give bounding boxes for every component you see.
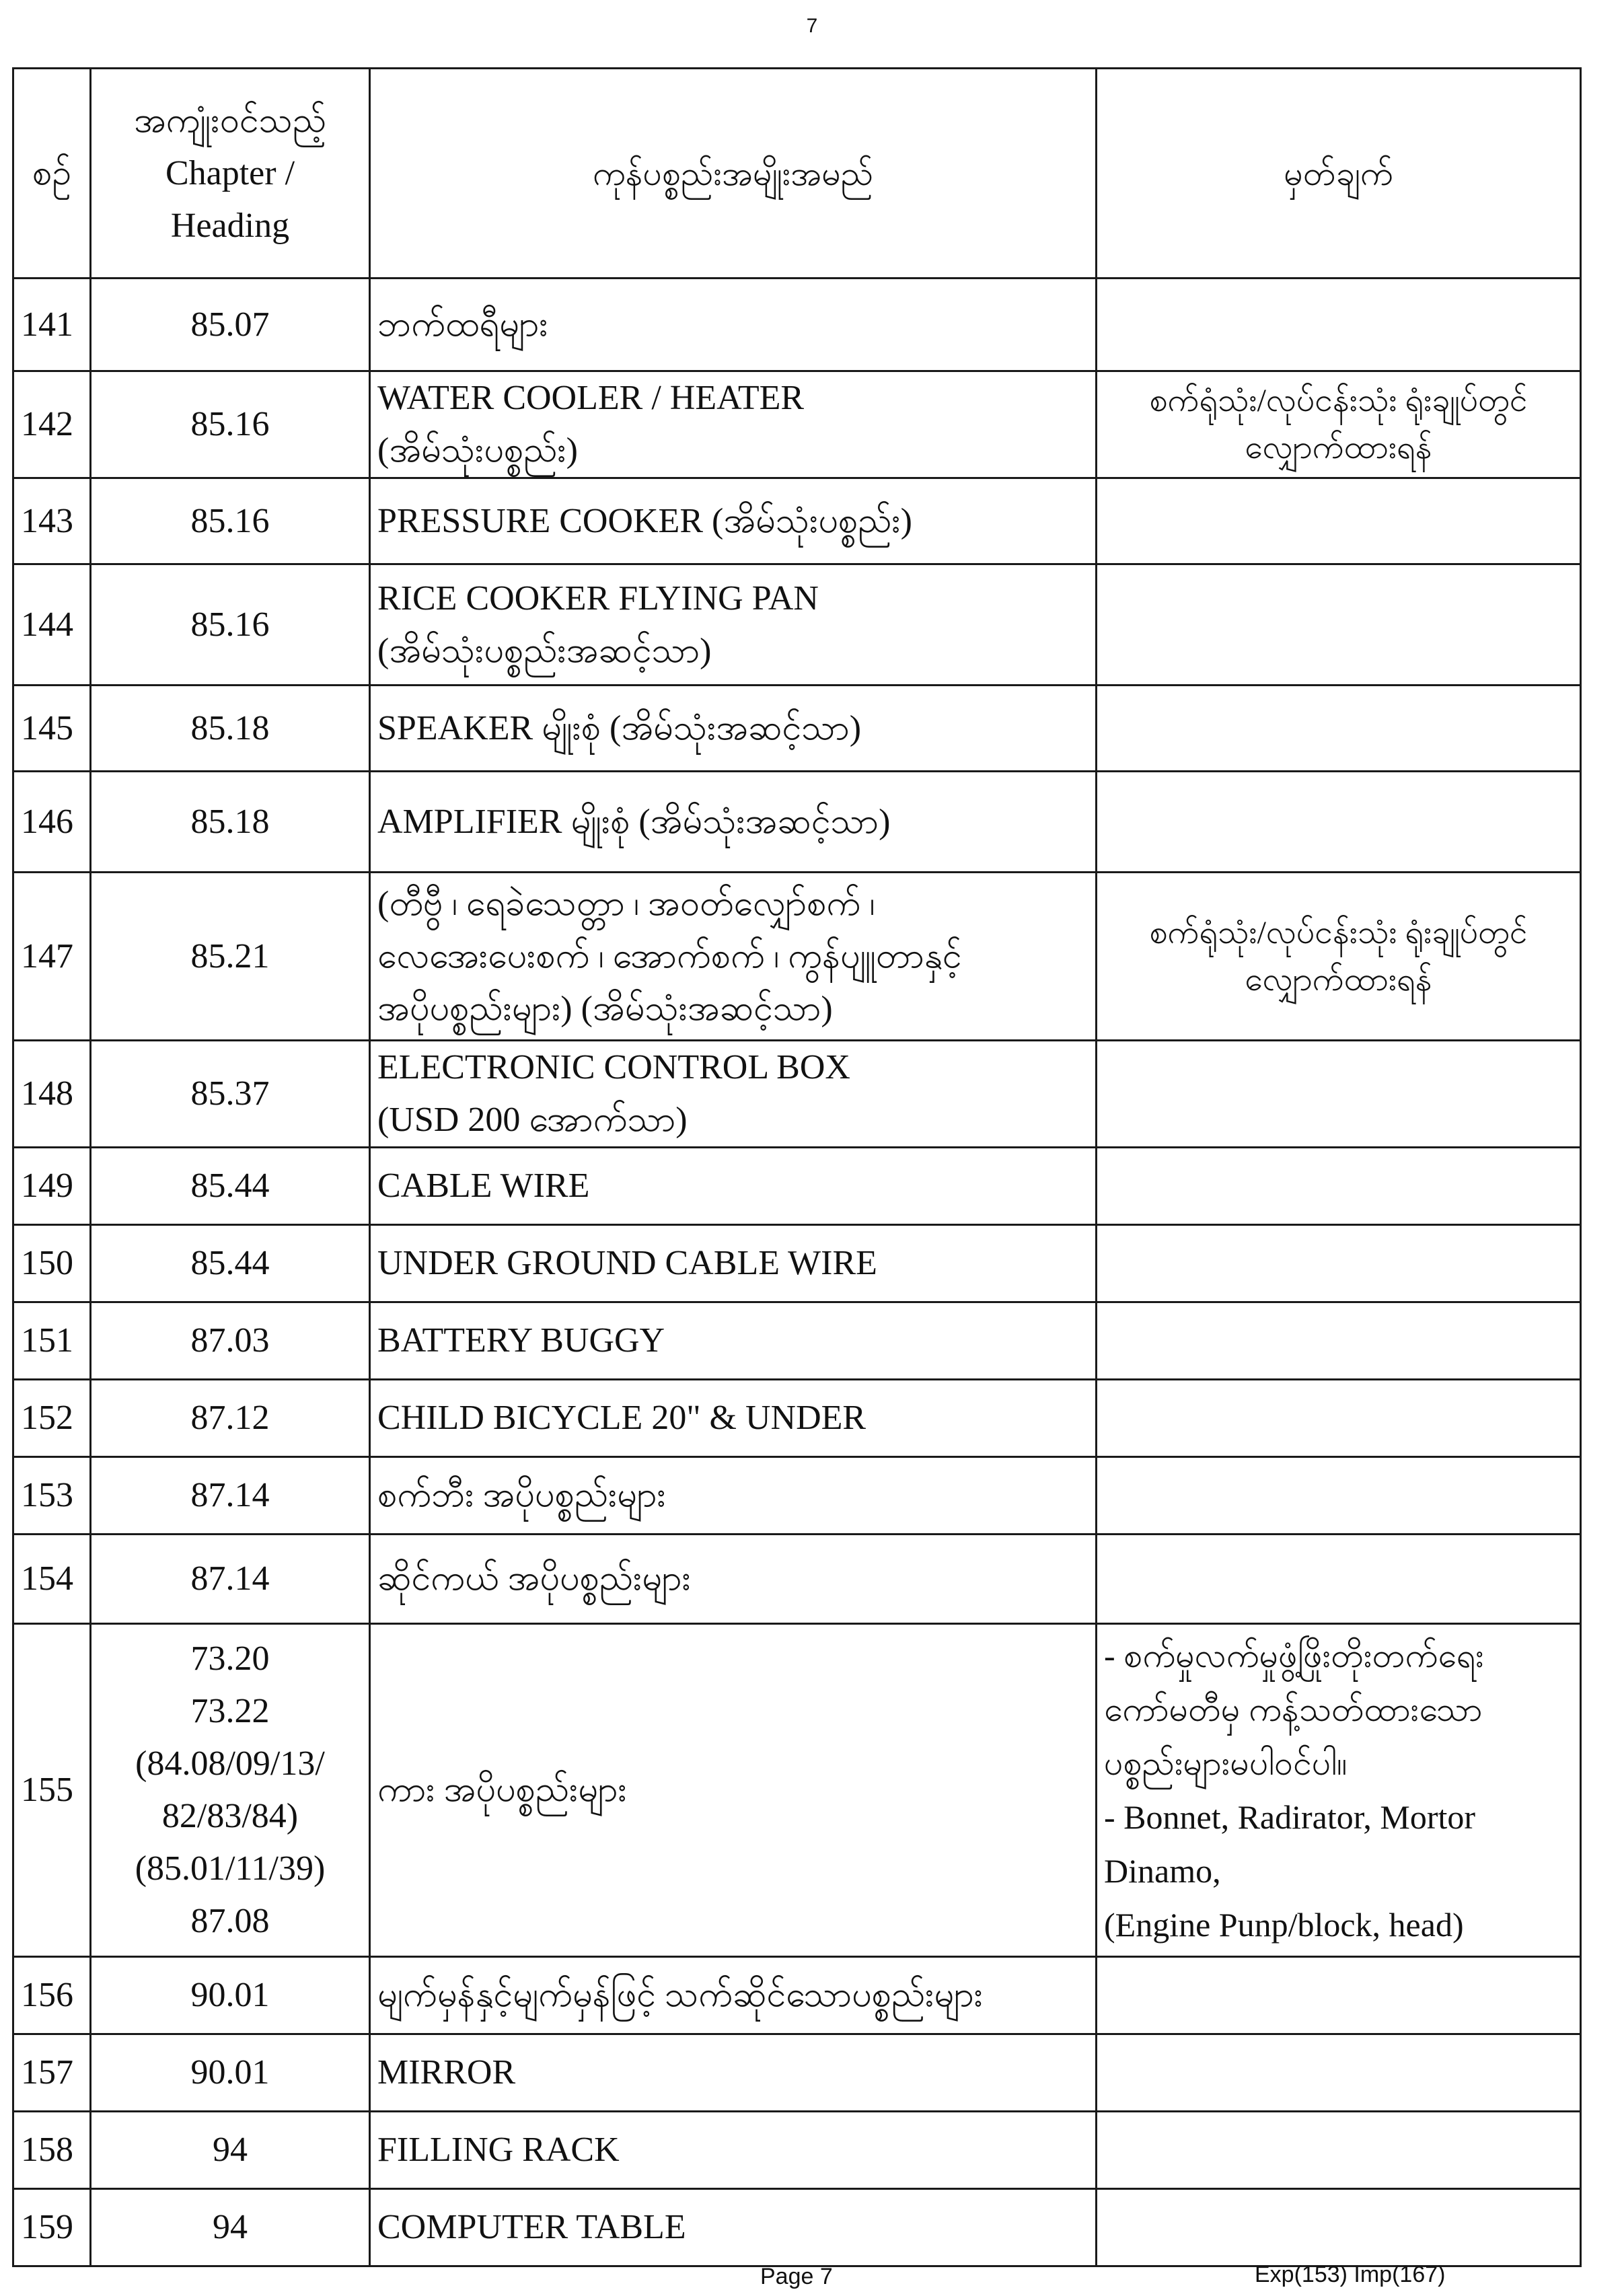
cell-description-line: (USD 200 အောက်သာ): [377, 1101, 688, 1139]
cell-code-line: 90.01: [190, 1976, 270, 2014]
cell-description-line: RICE COOKER FLYING PAN: [377, 579, 819, 618]
cell-no: 152: [13, 1380, 91, 1457]
cell-description: [370, 564, 1097, 686]
cell-description-line: COMPUTER TABLE: [377, 2208, 686, 2246]
cell-code: [91, 686, 370, 772]
cell-description-line: (အိမ်သုံးပစ္စည်းအဆင့်သာ): [377, 631, 712, 670]
header-code-line: Heading: [170, 206, 290, 245]
table-row: [13, 564, 1581, 686]
cell-remarks: [1097, 1457, 1581, 1535]
cell-description-line: FILLING RACK: [377, 2131, 620, 2169]
cell-description: [370, 1225, 1097, 1302]
cell-description-line: ဘက်ထရီများ: [377, 305, 548, 344]
table-header-row: [13, 69, 1581, 279]
table-row: [13, 873, 1581, 1041]
cell-code: [91, 1041, 370, 1148]
cell-code-line: 87.14: [190, 1476, 270, 1514]
cell-description-line: ဆိုင်ကယ် အပိုပစ္စည်းများ: [377, 1559, 691, 1598]
cell-remarks: [1097, 772, 1581, 873]
table-row: [13, 1624, 1581, 1957]
cell-description-line: စက်ဘီး အပိုပစ္စည်းများ: [377, 1476, 666, 1514]
cell-code-line: 85.44: [190, 1167, 270, 1205]
cell-code: [91, 371, 370, 478]
cell-remarks: [1097, 371, 1581, 478]
table-row: [13, 1148, 1581, 1225]
cell-description-line: PRESSURE COOKER (အိမ်သုံးပစ္စည်း): [377, 501, 912, 540]
cell-remarks: [1097, 1957, 1581, 2034]
cell-description: [370, 1457, 1097, 1535]
table-row: [13, 1041, 1581, 1148]
cell-code-line: 85.44: [190, 1244, 270, 1282]
cell-description: [370, 2189, 1097, 2266]
cell-no: 141: [13, 279, 91, 371]
table-row: [13, 1535, 1581, 1624]
cell-remarks-line: (Engine Punp/block, head): [1104, 1906, 1464, 1944]
cell-description: [370, 1041, 1097, 1148]
cell-remarks-line: စက်ရုံသုံး/လုပ်ငန်းသုံး ရုံးချုပ်တွင်: [1149, 383, 1528, 418]
cell-code-line: 94: [213, 2131, 248, 2169]
cell-remarks: [1097, 478, 1581, 564]
cell-no: 153: [13, 1457, 91, 1535]
cell-description: [370, 371, 1097, 478]
cell-no: 154: [13, 1535, 91, 1624]
cell-description: [370, 2034, 1097, 2112]
cell-no: 159: [13, 2189, 91, 2266]
cell-code-line: 73.22: [190, 1692, 270, 1730]
header-remarks: မှတ်ချက်: [1097, 69, 1581, 279]
cell-description-line: (အိမ်သုံးပစ္စည်း): [377, 431, 578, 470]
cell-no: 142: [13, 371, 91, 478]
cell-remarks-line: - စက်မှုလက်မှုဖွံ့ဖြိုးတိုးတက်ရေး: [1104, 1637, 1484, 1674]
cell-code: [91, 2112, 370, 2189]
cell-code: [91, 1624, 370, 1957]
table-row: [13, 2112, 1581, 2189]
cell-remarks: [1097, 279, 1581, 371]
cell-code-line: 82/83/84): [161, 1797, 299, 1835]
cell-description-line: CABLE WIRE: [377, 1167, 590, 1205]
cell-no: 148: [13, 1041, 91, 1148]
cell-description: [370, 1302, 1097, 1380]
table-row: [13, 1225, 1581, 1302]
table-row: [13, 371, 1581, 478]
table-row: [13, 478, 1581, 564]
cell-code: [91, 1535, 370, 1624]
cell-code: [91, 564, 370, 686]
cell-code: [91, 478, 370, 564]
cell-description: [370, 873, 1097, 1041]
cell-description: [370, 686, 1097, 772]
cell-code: [91, 873, 370, 1041]
cell-remarks-line: ကော်မတီမှ ကန့်သတ်ထားသော: [1104, 1691, 1483, 1728]
cell-code: [91, 772, 370, 873]
cell-description-line: UNDER GROUND CABLE WIRE: [377, 1244, 877, 1282]
cell-description: [370, 772, 1097, 873]
cell-no: 149: [13, 1148, 91, 1225]
cell-remarks: [1097, 1041, 1581, 1148]
cell-remarks: [1097, 1148, 1581, 1225]
cell-no: 145: [13, 686, 91, 772]
cell-no: 146: [13, 772, 91, 873]
cell-code-line: 87.14: [190, 1559, 270, 1598]
cell-no: 157: [13, 2034, 91, 2112]
cell-no: 151: [13, 1302, 91, 1380]
cell-description-line: BATTERY BUGGY: [377, 1321, 665, 1360]
cell-code: [91, 1148, 370, 1225]
cell-description: [370, 1624, 1097, 1957]
cell-remarks-line: လျှောက်ထားရန်: [1245, 430, 1432, 466]
table-row: [13, 1302, 1581, 1380]
cell-remarks: [1097, 1302, 1581, 1380]
cell-no: 144: [13, 564, 91, 686]
cell-code: [91, 2189, 370, 2266]
table-row: [13, 279, 1581, 371]
cell-code-line: 73.20: [190, 1639, 270, 1678]
cell-description-line: အပိုပစ္စည်းများ) (အိမ်သုံးအဆင့်သာ): [377, 989, 833, 1028]
cell-code: [91, 1380, 370, 1457]
cell-code-line: 85.21: [190, 936, 270, 975]
cell-remarks-line: - Bonnet, Radirator, Mortor: [1104, 1798, 1476, 1836]
cell-no: 150: [13, 1225, 91, 1302]
cell-code-line: 87.03: [190, 1321, 270, 1360]
cell-code: [91, 1457, 370, 1535]
cell-remarks: [1097, 1624, 1581, 1957]
cell-description-line: AMPLIFIER မျိုးစုံ (အိမ်သုံးအဆင့်သာ): [377, 802, 891, 841]
header-no: စဉ်: [13, 69, 91, 279]
cell-remarks: [1097, 1225, 1581, 1302]
header-code-line: အကျုံးဝင်သည့်: [133, 101, 327, 140]
cell-description: [370, 279, 1097, 371]
cell-remarks: [1097, 1380, 1581, 1457]
cell-code-line: 87.08: [190, 1902, 270, 1940]
cell-remarks: [1097, 873, 1581, 1041]
cell-code-line: 85.16: [190, 405, 270, 443]
cell-description: [370, 1148, 1097, 1225]
cell-description-line: (တီဗွီ ၊ ရေခဲသေတ္တာ ၊ အဝတ်လျှော်စက် ၊: [377, 884, 875, 923]
cell-description-line: မျက်မှန်နှင့်မျက်မှန်ဖြင့် သက်ဆိုင်သောပစ္စည်းများ: [377, 1976, 983, 2014]
header-description: ကုန်ပစ္စည်းအမျိုးအမည်: [370, 69, 1097, 279]
cell-description: [370, 1957, 1097, 2034]
cell-code-line: (84.08/09/13/: [135, 1744, 325, 1783]
footer-reference: Exp(153) Imp(167): [1255, 2262, 1446, 2287]
cell-remarks: [1097, 2112, 1581, 2189]
table-row: [13, 686, 1581, 772]
cell-description-line: လေအေးပေးစက် ၊ အောက်စက် ၊ ကွန်ပျူတာနှင့်: [377, 936, 962, 975]
cell-description-line: ELECTRONIC CONTROL BOX: [377, 1048, 850, 1086]
cell-description: [370, 1380, 1097, 1457]
header-code: [91, 69, 370, 279]
cell-code-line: 85.07: [190, 305, 270, 344]
cell-code: [91, 1957, 370, 2034]
cell-no: 156: [13, 1957, 91, 2034]
cell-code-line: (85.01/11/39): [135, 1849, 326, 1888]
cell-code-line: 85.18: [190, 802, 270, 841]
footer-page-label: Page 7: [760, 2264, 833, 2289]
cell-code: [91, 1302, 370, 1380]
items-table: [12, 67, 1582, 2267]
cell-code-line: 85.37: [190, 1074, 270, 1113]
table-row: [13, 1457, 1581, 1535]
cell-description-line: SPEAKER မျိုးစုံ (အိမ်သုံးအဆင့်သာ): [377, 708, 862, 747]
cell-remarks-line: Dinamo,: [1104, 1852, 1221, 1890]
table-row: [13, 772, 1581, 873]
cell-description: [370, 478, 1097, 564]
cell-remarks: [1097, 1535, 1581, 1624]
cell-description: [370, 2112, 1097, 2189]
cell-remarks: [1097, 686, 1581, 772]
cell-code-line: 87.12: [190, 1399, 270, 1437]
cell-code: [91, 279, 370, 371]
cell-remarks-line: လျှောက်ထားရန်: [1245, 961, 1432, 998]
cell-code: [91, 2034, 370, 2112]
cell-no: 143: [13, 478, 91, 564]
cell-no: 155: [13, 1624, 91, 1957]
cell-description-line: CHILD BICYCLE 20" & UNDER: [377, 1399, 866, 1437]
cell-no: 147: [13, 873, 91, 1041]
table-row: [13, 2189, 1581, 2266]
cell-description-line: MIRROR: [377, 2053, 516, 2092]
header-code-line: Chapter /: [165, 153, 295, 192]
cell-code-line: 85.18: [190, 708, 270, 747]
cell-remarks-line: ပစ္စည်းများမပါဝင်ပါ။: [1104, 1744, 1348, 1782]
cell-code: [91, 1225, 370, 1302]
cell-remarks-line: စက်ရုံသုံး/လုပ်ငန်းသုံး ရုံးချုပ်တွင်: [1149, 914, 1528, 951]
cell-code-line: 90.01: [190, 2053, 270, 2092]
cell-code-line: 94: [213, 2208, 248, 2246]
cell-description: [370, 1535, 1097, 1624]
cell-description-line: ကား အပိုပစ္စည်းများ: [377, 1771, 627, 1809]
table-row: [13, 1957, 1581, 2034]
cell-code-line: 85.16: [190, 501, 270, 540]
cell-description-line: WATER COOLER / HEATER: [377, 379, 805, 417]
table-body: [13, 279, 1581, 2266]
cell-remarks: [1097, 2034, 1581, 2112]
table-row: [13, 1380, 1581, 1457]
cell-remarks: [1097, 564, 1581, 686]
cell-no: 158: [13, 2112, 91, 2189]
table-row: [13, 2034, 1581, 2112]
cell-remarks: [1097, 2189, 1581, 2266]
page-number: 7: [806, 15, 818, 37]
cell-code-line: 85.16: [190, 605, 270, 644]
